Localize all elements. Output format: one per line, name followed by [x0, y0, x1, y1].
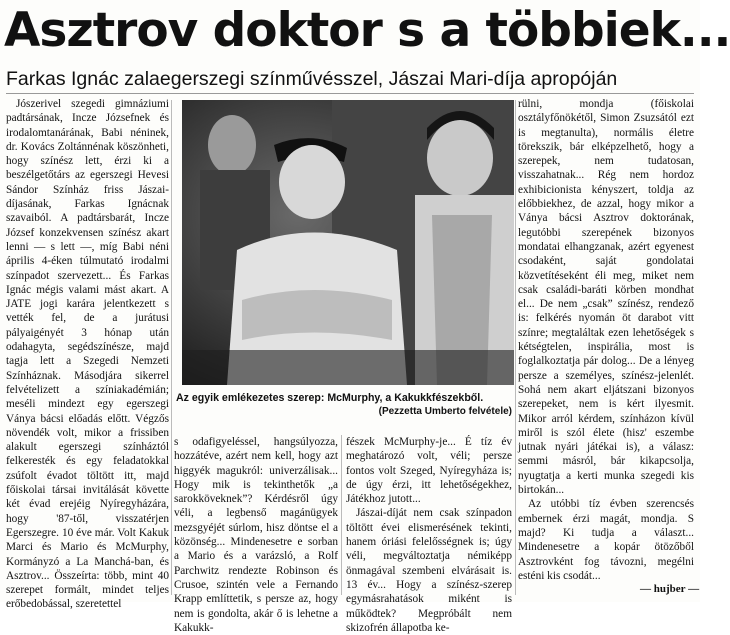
author-signature: — hujber — [640, 583, 700, 595]
column-divider [341, 435, 342, 595]
article-column-1 [6, 97, 169, 611]
photo-credit: (Pezzetta Umberto felvétele) [378, 406, 512, 417]
photo-caption [176, 391, 518, 431]
headline: Asztrov doktor s a többiek... [4, 3, 730, 58]
paragraph: Jószerivel szegedi gimnáziumi padtársának, Incze Józsefnek és irodalomtanárának, Babi néninek, dr. Kovács Zoltánnénak köszönheti, hogy színész lett, érzi ki a beszélgetőtárs az egerszegi Hevesi Sándor Színház friss Jászai-díjasának, Farkas Ignácnak szavaiból. A padtársbarát, Incze József konzekvensen színész akart lenni — s lett —, míg Babi néni április 4-éken túlmutató irodalmi színpadot szervezett... És Farkas Ignác mégis valami mást akart. A JATE jogi karára jelentkezett s vették fel, de a jurátusi pályaigényét 3 hónap után odahagyta, segédszínésze, majd tagja lett a Szegedi Nemzeti Színháznak. Másodjára sikerrel felvételizett a színiakadémián; meséli mindezt egy egerszegi Ványa bácsi előadás előtt. Végzős növendék volt, mikor a frissiben alakult egerszegi színháztól felkeresték és egy feladatokkal zsúfolt évadot töltött itt, majd főiskolai társai invitálását követte két évad erejéig Nyíregyházára, hogy '87-től, visszatérjen Egerszegre. 10 éve már. Volt Kakuk Marci és Mario és McMurphy, Kormányzó a La Manchá-ban, és Asztrov... Összeírta: több, mint 40 szerepet formált, mindet teljes erőbedobással, szeretettel [6, 98, 169, 611]
article-column-3 [346, 435, 512, 634]
subheadline: Farkas Ignác zalaegerszegi színművésszel, Jászai Mari-díja apropóján [6, 68, 618, 90]
photo-illustration [182, 100, 514, 385]
paragraph: Jászai-díját nem csak színpadon töltött évei elismerésének tekinti, hanem óriási felelősségnek is; úgy véli, megváltoztatja némiképp önmagával szembeni elvárásait is. 13 év... Hogy a színész-szerep egymásrahatások miként is működtek? Megpróbált nem skizofrén állapotba ke- [346, 507, 512, 634]
article-column-2 [174, 435, 338, 634]
caption-text: Az egyik emlékezetes szerep: McMurphy, a Kakukkfészekből. [176, 392, 484, 404]
article-column-4 [518, 97, 694, 597]
column-divider [515, 100, 516, 595]
paragraph: rülni, mondja (főiskolai osztályfőnökétől, Simon Zsuzsától ezt is megtanulta), normális életre törekszik, bár elképzelhető, hogy a szerepek, nem tudatosan, visszahatnak... Rég nem hordoz exhibicionista kényszert, toldja az előbbiekhez, de azzal, hogy mikor a Ványa bácsi Asztrov doktorának, legutóbbi szerepének bizonyos mondatai elhangzanak, azért egyenest csodaként, saját gondolatai közvetítéseként éli meg, miket nem csak családi-baráti körben mondhat el... De nem „csak” színész, rendező is: felkérés nyomán öt darabot vitt színre; megtaláltak ezen lehetőségek s kétségtelen, inspirália, most is foglalkoztatja pár dolog... De a lényeg persze a személyes, színész-jelenlét. Sohá nem akart eljátszani bizonyos szerepeket, nem is kért ilyesmit. Mikor arról kérdem, színházon kívül miről is szól élete (hisz' eszembe jutnak nyári játékai is), a válasz: semmi másról, bár kikapcsolja, nyugtatja a kerti munka szegedi kis birtokán... [518, 98, 694, 497]
paragraph: Az utóbbi tíz évben szerencsés embernek érzi magát, mondja. S majd? Ki tudja a választ... Mindenesetre a kopár ötözőből Asztrovként fog távozni, megélni esténi kis csodát... [518, 498, 694, 582]
paragraph: fészek McMurphy-je... É tíz év meghatározó volt, véli; persze fontos volt Szeged, Nyíregyháza is; de úgy érzi, itt lehetőségekhez, Játékhoz jutott... [346, 436, 512, 506]
article-photo [182, 100, 514, 385]
column-divider [171, 100, 172, 595]
paragraph: s odafigyeléssel, hangsúlyozza, hozzátéve, azért nem kell, hogy azt higgyék magukról: univerzálisak... Hogy mik is tekinthetők „a sarokköveknek”? Kérdésről úgy véli, a legbenső magánügyek mezsgyéjét súrlom, hisz döntse el a közönség... Mindenesetre e sorban a Mario és a varázsló, a Rolf Parchwitz rendezte Robinson és Crusoe, szintén vele a Fernando Krapp említtetik, s persze az, hogy nem is gondolta, akár ő is lehetne a Kakukk- [174, 436, 338, 634]
header-rule [6, 93, 694, 94]
